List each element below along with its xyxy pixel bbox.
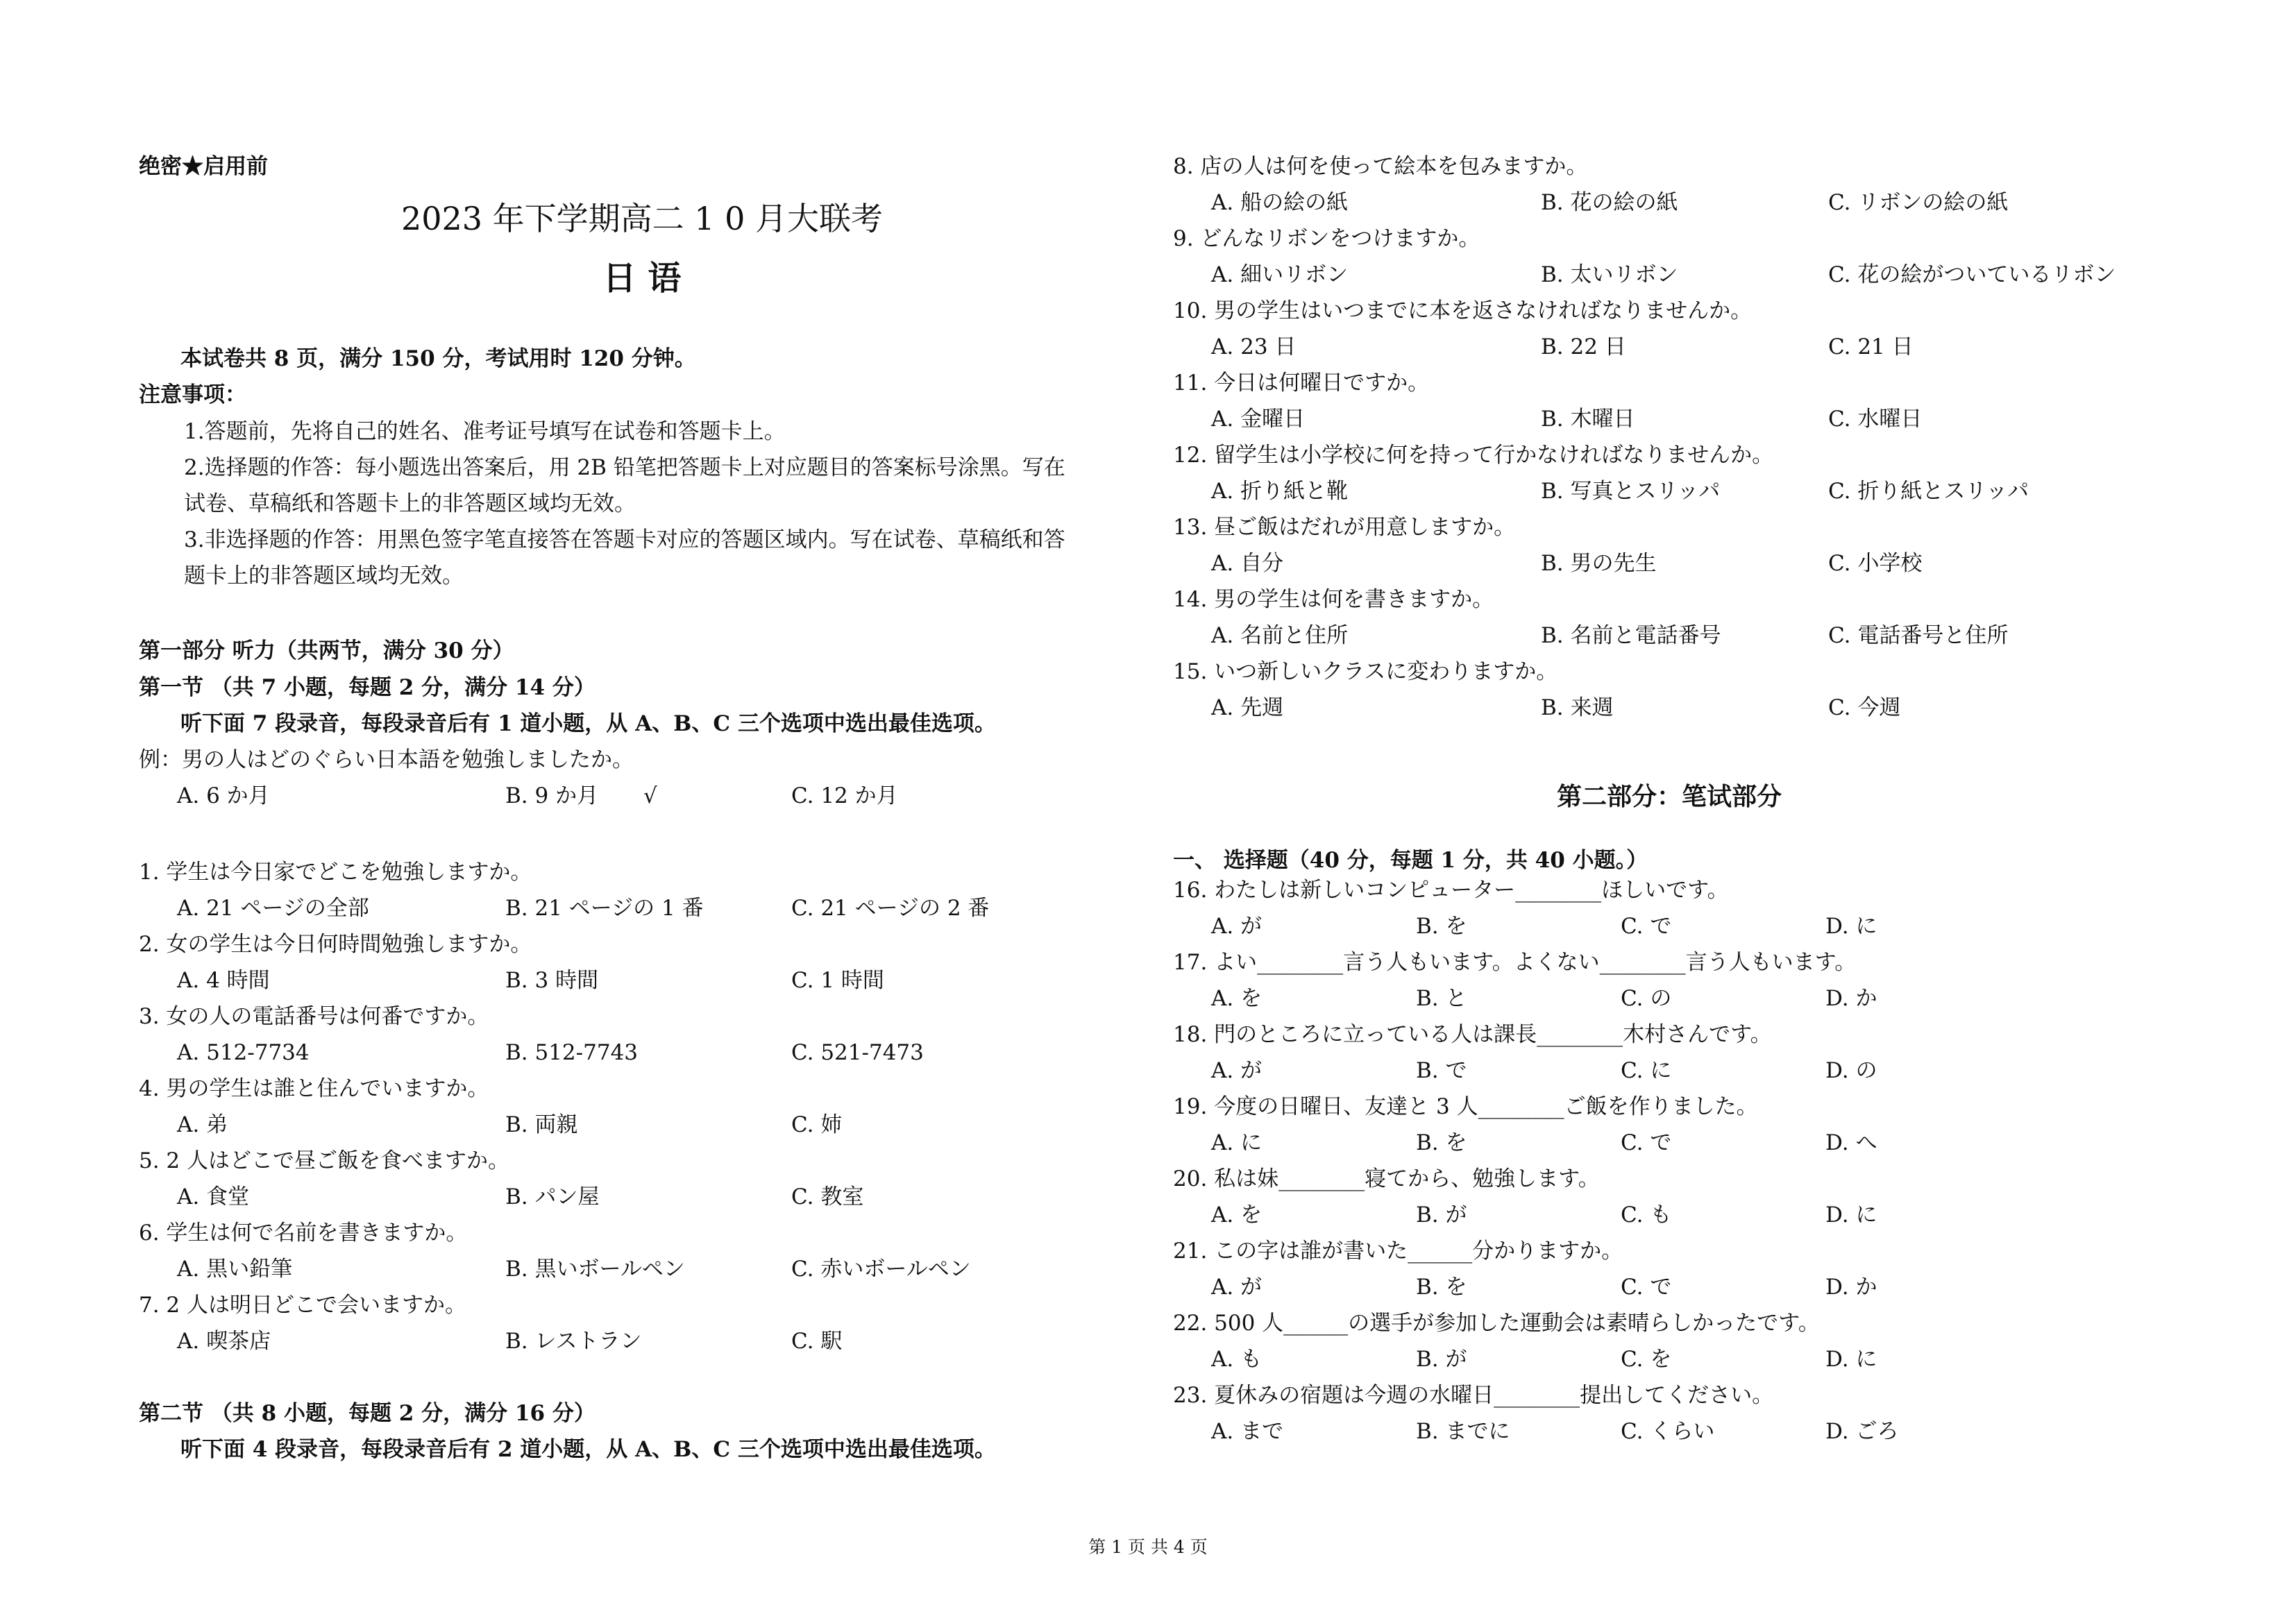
q14-option-c: C. 電話番号と住所 xyxy=(1828,623,2009,648)
q5-option-c: C. 教室 xyxy=(791,1184,864,1209)
q7-option-a: A. 喫茶店 xyxy=(177,1329,271,1354)
q14-option-b: B. 名前と電話番号 xyxy=(1541,623,1721,648)
q20-option-c: C. も xyxy=(1621,1203,1672,1227)
q9-option-c: C. 花の絵がついているリボン xyxy=(1828,262,2116,287)
q2-option-a: A. 4 時間 xyxy=(177,968,270,993)
written-section-heading: 一、 选择题（40 分，每题 1 分，共 40 小题。） xyxy=(1173,848,1648,873)
question-7: 7. 2 人は明日どこで会いますか。 xyxy=(139,1293,467,1318)
q23-option-a: A. まで xyxy=(1211,1419,1284,1444)
q1-option-b: B. 21 ページの 1 番 xyxy=(505,896,704,921)
section2-heading: 第二节 （共 8 小题，每题 2 分，满分 16 分） xyxy=(139,1401,596,1426)
q1-option-c: C. 21 ページの 2 番 xyxy=(791,896,990,921)
secret-label: 绝密★启用前 xyxy=(139,154,268,179)
q8-option-a: A. 船の絵の紙 xyxy=(1211,190,1349,215)
q11-option-a: A. 金曜日 xyxy=(1211,407,1306,432)
section1-instructions: 听下面 7 段录音，每段录音后有 1 道小题，从 A、B、C 三个选项中选出最佳选项。 xyxy=(180,711,996,736)
section1-heading: 第一节 （共 7 小题，每题 2 分，满分 14 分） xyxy=(139,675,596,700)
question-20: 20. 私は妹________寝てから、勉強します。 xyxy=(1173,1166,1600,1191)
question-9: 9. どんなリボンをつけますか。 xyxy=(1173,226,1480,251)
q3-option-a: A. 512-7734 xyxy=(177,1040,310,1065)
example-question: 例：男の人はどのぐらい日本語を勉強しましたか。 xyxy=(139,747,634,772)
question-8: 8. 店の人は何を使って絵本を包みますか。 xyxy=(1173,154,1588,179)
q16-option-a: A. が xyxy=(1211,914,1263,939)
question-6: 6. 学生は何で名前を書きますか。 xyxy=(139,1221,468,1246)
q20-option-d: D. に xyxy=(1825,1203,1877,1227)
q8-option-c: C. リボンの絵の紙 xyxy=(1828,190,2009,215)
q19-option-c: C. で xyxy=(1621,1130,1672,1155)
q15-option-a: A. 先週 xyxy=(1211,695,1284,720)
example-option-a: A. 6 か月 xyxy=(177,783,270,808)
question-13: 13. 昼ご飯はだれが用意しますか。 xyxy=(1173,515,1516,540)
question-11: 11. 今日は何曜日ですか。 xyxy=(1173,371,1430,396)
q20-option-b: B. が xyxy=(1416,1203,1467,1227)
question-2: 2. 女の学生は今日何時間勉強しますか。 xyxy=(139,932,532,957)
q21-option-d: D. か xyxy=(1825,1275,1877,1300)
page-footer: 第 1 页 共 4 页 xyxy=(1088,1537,1208,1557)
question-10: 10. 男の学生はいつまでに本を返さなければなりませんか。 xyxy=(1173,298,1753,323)
q18-option-c: C. に xyxy=(1621,1058,1672,1083)
q22-option-a: A. も xyxy=(1211,1347,1263,1372)
q23-option-c: C. くらい xyxy=(1621,1419,1715,1444)
question-12: 12. 留学生は小学校に何を持って行かなければなりませんか。 xyxy=(1173,443,1774,468)
q7-option-c: C. 駅 xyxy=(791,1329,843,1354)
q9-option-a: A. 細いリボン xyxy=(1211,262,1349,287)
note-3: 3.非选择题的作答：用黑色签字笔直接答在答题卡对应的答题区域内。写在试卷、草稿纸和答 xyxy=(184,527,1065,552)
q19-option-a: A. に xyxy=(1211,1130,1263,1155)
q16-option-b: B. を xyxy=(1416,914,1467,939)
notes-heading: 注意事项： xyxy=(139,382,246,407)
part2-heading: 第二部分：笔试部分 xyxy=(1556,782,1782,811)
question-1: 1. 学生は今日家でどこを勉強しますか。 xyxy=(139,860,532,885)
q9-option-b: B. 太いリボン xyxy=(1541,262,1678,287)
question-19: 19. 今度の日曜日、友達と 3 人________ご飯を作りました。 xyxy=(1173,1094,1758,1119)
q6-option-a: A. 黒い鉛筆 xyxy=(177,1257,293,1282)
q13-option-b: B. 男の先生 xyxy=(1541,551,1657,576)
q23-option-d: D. ごろ xyxy=(1825,1419,1899,1444)
q3-option-c: C. 521-7473 xyxy=(791,1040,924,1065)
q17-option-a: A. を xyxy=(1211,986,1263,1011)
q12-option-b: B. 写真とスリッパ xyxy=(1541,479,1721,504)
q12-option-a: A. 折り紙と靴 xyxy=(1211,479,1349,504)
note-2-cont: 试卷、草稿纸和答题卡上的非答题区域均无效。 xyxy=(184,491,636,516)
q12-option-c: C. 折り紙とスリッパ xyxy=(1828,479,2029,504)
q8-option-b: B. 花の絵の紙 xyxy=(1541,190,1678,215)
q17-option-b: B. と xyxy=(1416,986,1467,1011)
note-2: 2.选择题的作答：每小题选出答案后，用 2B 铅笔把答题卡上对应题目的答案标号涂黑。写在 xyxy=(184,455,1065,480)
subject-title: 日 语 xyxy=(602,259,682,298)
q18-option-a: A. が xyxy=(1211,1058,1263,1083)
q4-option-c: C. 姉 xyxy=(791,1112,843,1137)
question-14: 14. 男の学生は何を書きますか。 xyxy=(1173,587,1494,612)
q15-option-c: C. 今週 xyxy=(1828,695,1901,720)
q11-option-c: C. 水曜日 xyxy=(1828,407,1923,432)
q11-option-b: B. 木曜日 xyxy=(1541,407,1635,432)
q10-option-b: B. 22 日 xyxy=(1541,334,1626,359)
q7-option-b: B. レストラン xyxy=(505,1329,642,1354)
question-18: 18. 門のところに立っている人は課長________木村さんです。 xyxy=(1173,1022,1772,1047)
q19-option-d: D. へ xyxy=(1825,1130,1877,1155)
question-5: 5. 2 人はどこで昼ご飯を食べますか。 xyxy=(139,1148,510,1173)
q16-option-d: D. に xyxy=(1825,914,1877,939)
q20-option-a: A. を xyxy=(1211,1203,1263,1227)
question-21: 21. この字は誰が書いた______分かりますか。 xyxy=(1173,1239,1623,1264)
notes-intro: 本试卷共 8 页，满分 150 分，考试用时 120 分钟。 xyxy=(180,346,696,371)
q22-option-c: C. を xyxy=(1621,1347,1672,1372)
q5-option-a: A. 食堂 xyxy=(177,1184,250,1209)
q16-option-c: C. で xyxy=(1621,914,1672,939)
note-1: 1.答题前，先将自己的姓名、准考证号填写在试卷和答题卡上。 xyxy=(184,419,786,444)
exam-title: 2023 年下学期高二 1 0 月大联考 xyxy=(400,200,884,237)
question-23: 23. 夏休みの宿題は今週の水曜日________提出してください。 xyxy=(1173,1383,1774,1408)
question-3: 3. 女の人の電話番号は何番ですか。 xyxy=(139,1004,489,1029)
q15-option-b: B. 来週 xyxy=(1541,695,1614,720)
example-option-c: C. 12 か月 xyxy=(791,783,898,808)
q18-option-b: B. で xyxy=(1416,1058,1467,1083)
q5-option-b: B. パン屋 xyxy=(505,1184,600,1209)
q17-option-d: D. か xyxy=(1825,986,1877,1011)
question-16: 16. わたしは新しいコンピューター________ほしいです。 xyxy=(1173,878,1729,903)
example-answer-check: √ xyxy=(643,783,657,808)
q21-option-a: A. が xyxy=(1211,1275,1263,1300)
q6-option-b: B. 黒いボールペン xyxy=(505,1257,685,1282)
q21-option-c: C. で xyxy=(1621,1275,1672,1300)
q2-option-b: B. 3 時間 xyxy=(505,968,599,993)
question-17: 17. よい________言う人もいます。よくない________言う人もいます。 xyxy=(1173,950,1857,975)
example-option-b: B. 9 か月 xyxy=(505,783,599,808)
q18-option-d: D. の xyxy=(1825,1058,1877,1083)
note-3-cont: 题卡上的非答题区域均无效。 xyxy=(184,563,464,588)
q6-option-c: C. 赤いボールペン xyxy=(791,1257,971,1282)
q19-option-b: B. を xyxy=(1416,1130,1467,1155)
q23-option-b: B. までに xyxy=(1416,1419,1510,1444)
question-22: 22. 500 人______の選手が参加した運動会は素晴らしかったです。 xyxy=(1173,1311,1820,1336)
q13-option-c: C. 小学校 xyxy=(1828,551,1923,576)
q4-option-b: B. 両親 xyxy=(505,1112,578,1137)
q17-option-c: C. の xyxy=(1621,986,1672,1011)
q22-option-b: B. が xyxy=(1416,1347,1467,1372)
q4-option-a: A. 弟 xyxy=(177,1112,228,1137)
q10-option-c: C. 21 日 xyxy=(1828,334,1914,359)
section2-instructions: 听下面 4 段录音，每段录音后有 2 道小题，从 A、B、C 三个选项中选出最佳选项。 xyxy=(180,1437,996,1462)
q22-option-d: D. に xyxy=(1825,1347,1877,1372)
q3-option-b: B. 512-7743 xyxy=(505,1040,639,1065)
q1-option-a: A. 21 ページの全部 xyxy=(177,896,369,921)
part1-heading: 第一部分 听力（共两节，满分 30 分） xyxy=(139,638,514,663)
q10-option-a: A. 23 日 xyxy=(1211,334,1297,359)
question-4: 4. 男の学生は誰と住んでいますか。 xyxy=(139,1076,489,1101)
q13-option-a: A. 自分 xyxy=(1211,551,1284,576)
q14-option-a: A. 名前と住所 xyxy=(1211,623,1349,648)
question-15: 15. いつ新しいクラスに変わりますか。 xyxy=(1173,659,1558,684)
q2-option-c: C. 1 時間 xyxy=(791,968,884,993)
q21-option-b: B. を xyxy=(1416,1275,1467,1300)
